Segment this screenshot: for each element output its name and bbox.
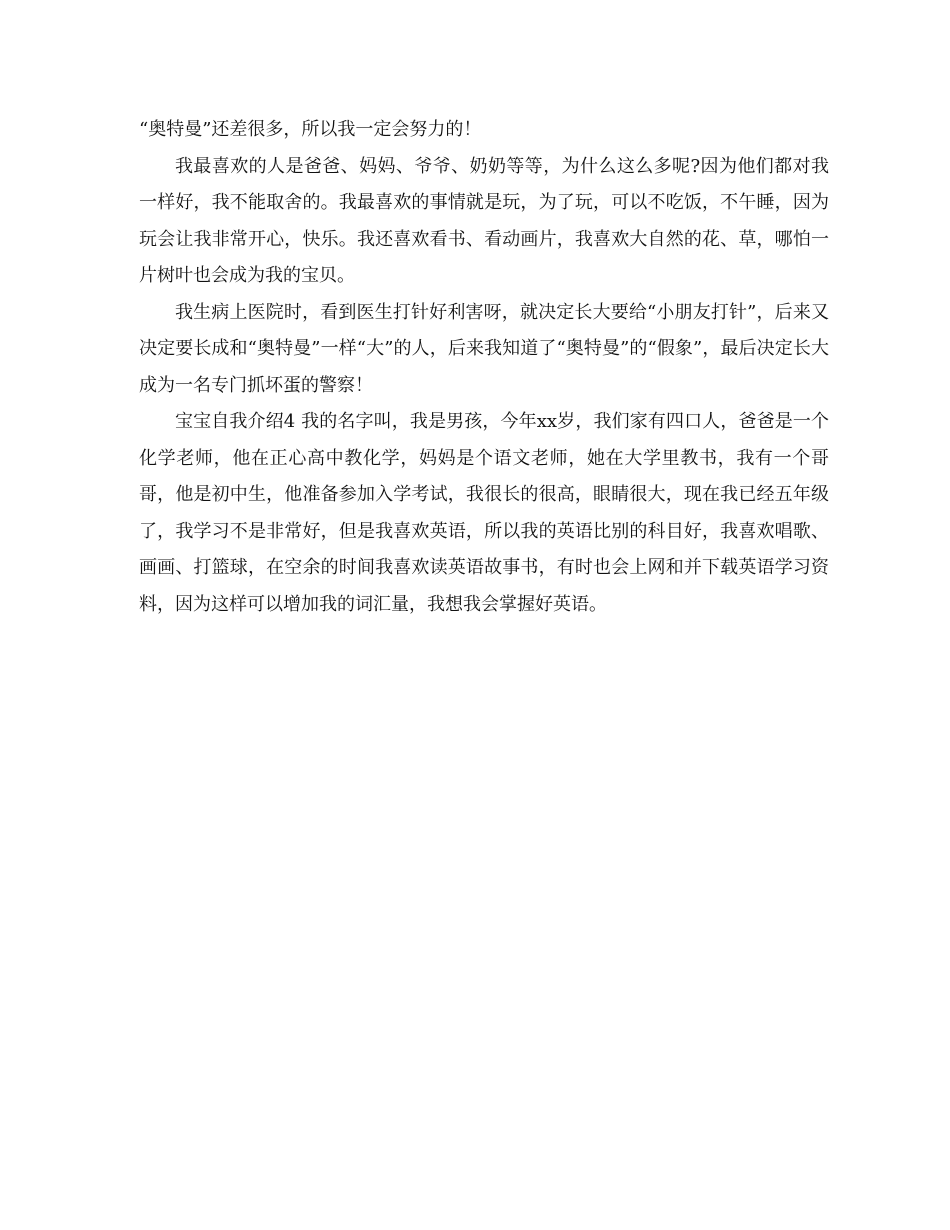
paragraph-favorite-people: 我最喜欢的人是爸爸、妈妈、爷爷、奶奶等等，为什么这么多呢?因为他们都对我一样好，我不能取舍的。我最喜欢的事情就是玩，为了玩，可以不吃饭，不午睡，因为玩会让我非常开心，快乐。我还喜欢看书、看动画片，我喜欢大自然的花、草，哪怕一片树叶也会成为我的宝贝。: [139, 155, 829, 286]
paragraph-continuation: “奥特曼”还差很多，所以我一定会努力的！: [139, 119, 482, 140]
paragraph-self-introduction-4: 宝宝自我介绍4 我的名字叫，我是男孩，今年xx岁，我们家有四口人，爸爸是一个化学老师，他在正心高中教化学，妈妈是个语文老师，她在大学里教书，我有一个哥哥，他是初中生，他准备参加入学考试，我很长的很高，眼睛很大，现在我已经五年级了，我学习不是非常好，但是我喜欢英语，所以我的英语比别的科目好，我喜欢唱歌、画画、打篮球，在空余的时间我喜欢读英语故事书，有时也会上网和并下载英语学习资料，因为这样可以增加我的词汇量，我想我会掌握好英语。: [139, 411, 829, 615]
document-body: [139, 112, 829, 623]
paragraph-hospital-dream: 我生病上医院时，看到医生打针好利害呀，就决定长大要给“小朋友打针”，后来又决定要长成和“奥特曼”一样“大”的人，后来我知道了“奥特曼”的“假象”，最后决定长大成为一名专门抓坏蛋的警察！: [139, 301, 829, 396]
